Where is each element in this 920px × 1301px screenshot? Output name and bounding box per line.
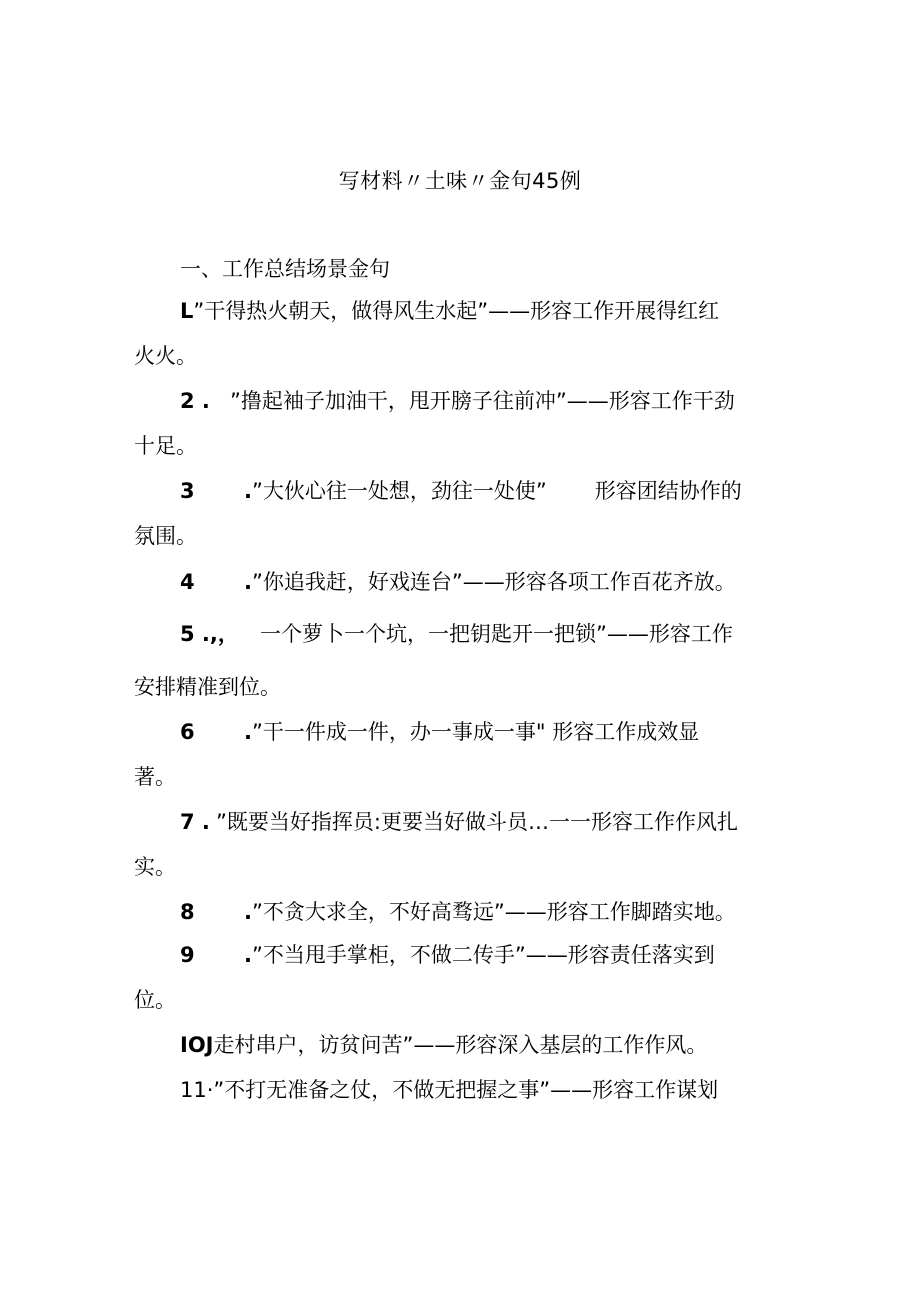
item-number: 4 <box>180 570 195 594</box>
item-text: ”你追我赶，好戏连台”——形容各项工作百花齐放。 <box>251 570 736 594</box>
item-text: 一个萝卜一个坑，一把钥匙开一把锁”——形容工作 <box>260 622 733 646</box>
list-item-6-line-1 <box>180 717 699 747</box>
item-number: 7 . <box>180 810 210 834</box>
list-item-2-line-2 <box>134 431 197 461</box>
item-text: ”不当甩手掌柜，不做二传手”——形容责任落实到 <box>251 943 715 967</box>
item-text: ”干得热火朝天，做得风生水起”——形容工作开展得红红 <box>193 299 720 323</box>
item-text: ”大伙心往一处想，劲往一处使” <box>251 479 547 503</box>
item-text-continued: 十足。 <box>134 434 197 458</box>
item-number: 2 . <box>180 389 210 413</box>
list-item-1-line-2 <box>134 341 197 371</box>
item-text-continued: 实。 <box>134 855 176 879</box>
item-number: 9 <box>180 943 195 967</box>
item-number: IOJ <box>180 1033 214 1057</box>
item-text: ”不贪大求全，不好高骛远”——形容工作脚踏实地。 <box>251 900 736 924</box>
item-text: ”不打无准备之仗，不做无把握之事”——形容工作谋划 <box>213 1078 719 1102</box>
item-text-continued: 著。 <box>134 765 176 789</box>
list-item-1-line-1 <box>180 296 719 326</box>
item-text-continued: 位。 <box>134 988 176 1012</box>
item-number: 5 .,， <box>180 622 239 646</box>
item-text-continued: 氛围。 <box>134 524 197 548</box>
list-item-7-line-1 <box>180 807 738 837</box>
item-text: 走村串户，访贫问苦”——形容深入基层的工作作风。 <box>213 1033 708 1057</box>
item-text: ”既要当好指挥员:更要当好做斗员…一一形容工作作风扎 <box>216 810 738 834</box>
item-text-continued: 安排精准到位。 <box>134 675 281 699</box>
item-dot: . <box>244 943 252 967</box>
list-item-3-line-2 <box>134 521 197 551</box>
list-item-5-line-2 <box>134 672 281 702</box>
item-text: ”撸起袖子加油干，甩开膀子往前冲”——形容工作干劲 <box>230 389 735 413</box>
item-number: 3 <box>180 479 195 503</box>
list-item-6-line-2 <box>134 762 176 792</box>
list-item-5-line-1 <box>180 619 733 649</box>
list-item-7-line-2 <box>134 852 176 882</box>
list-item-9-line-2 <box>134 985 176 1015</box>
item-number: 8 <box>180 900 195 924</box>
list-item-10-line-1 <box>180 1030 707 1060</box>
item-number: 11· <box>180 1078 214 1102</box>
item-dot: . <box>244 900 252 924</box>
list-item-2-line-1 <box>180 386 735 416</box>
item-number: 6 <box>180 720 195 744</box>
item-text-tail: 形容团结协作的 <box>594 479 742 503</box>
item-dot: . <box>244 720 252 744</box>
list-item-9-line-1 <box>180 940 715 970</box>
list-item-3-line-1 <box>180 476 742 506</box>
item-number: L <box>180 299 194 323</box>
document-title: 写材料〃土味〃金句45例 <box>338 169 582 193</box>
item-text-continued: 火火。 <box>134 344 197 368</box>
item-dot: . <box>244 479 252 503</box>
section-heading: 一、工作总结场景金句 <box>180 257 390 281</box>
list-item-11-line-1 <box>180 1075 718 1105</box>
list-item-4-line-1 <box>180 567 736 597</box>
list-item-8-line-1 <box>180 897 736 927</box>
item-text: ”干一件成一件，办一事成一事" 形容工作成效显 <box>251 720 700 744</box>
item-dot: . <box>244 570 252 594</box>
